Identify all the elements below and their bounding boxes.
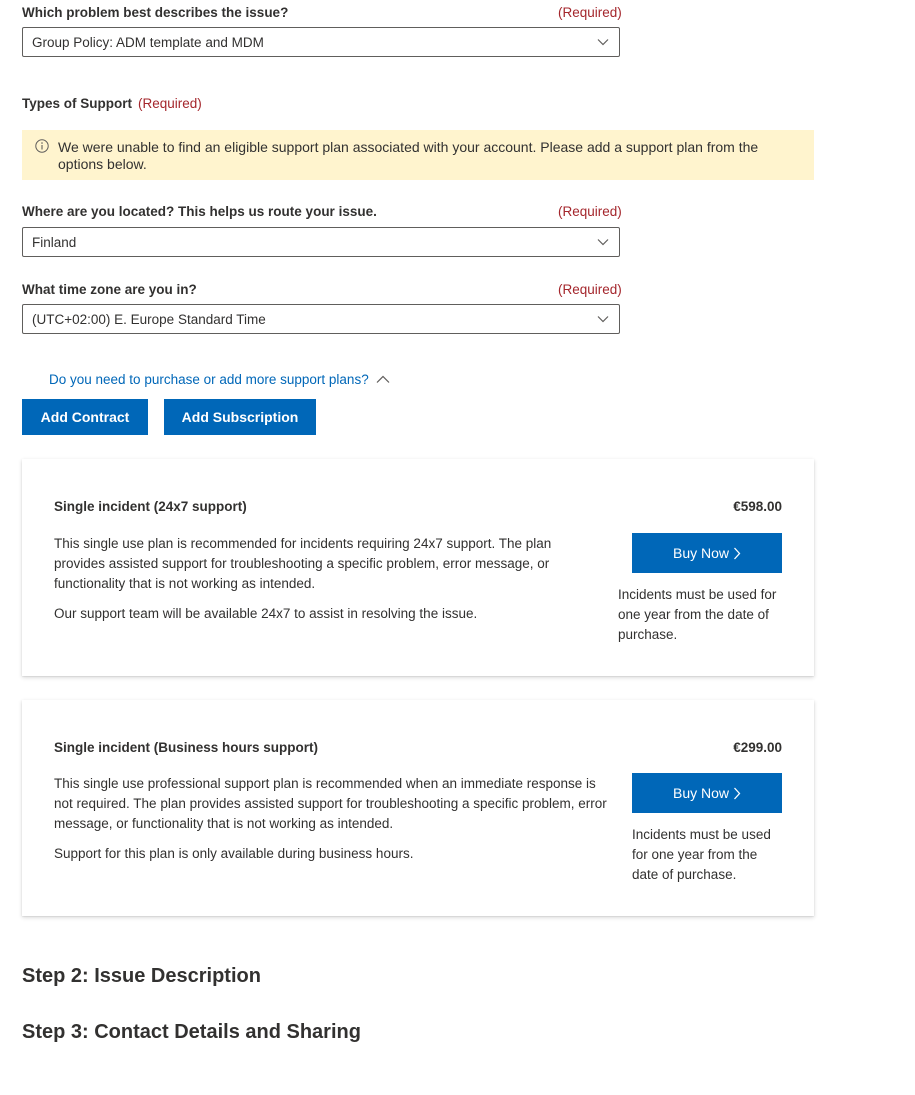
timezone-select[interactable] [22,304,620,334]
plan-availability: Our support team will be available 24x7 to assist in resolving the issue. [54,606,478,621]
buy-now-label: Buy Now [672,785,730,801]
purchase-plans-link[interactable]: Do you need to purchase or add more support plans? [49,372,369,387]
plan-price: €598.00 [733,499,782,514]
step-3-heading[interactable]: Step 3: Contact Details and Sharing [22,1021,361,1043]
problem-label: Which problem best describes the issue? [22,5,289,20]
chevron-right-icon [733,787,741,800]
support-types-label: Types of Support [22,96,132,111]
problem-select[interactable] [22,27,620,57]
plan-title: Single incident (24x7 support) [54,499,247,514]
chevron-down-icon [597,315,609,323]
location-label: Where are you located? This helps us route your issue. [22,204,377,219]
support-types-required: (Required) [138,96,202,111]
buy-now-button[interactable] [632,773,782,813]
location-select[interactable] [22,227,620,257]
problem-required: (Required) [558,5,622,20]
timezone-select-value: (UTC+02:00) E. Europe Standard Time [32,312,266,327]
chevron-down-icon [597,238,609,246]
chevron-down-icon [597,38,609,46]
chevron-right-icon [733,547,741,560]
plan-description: This single use professional support plan is recommended when an immediate response is not required. The plan provides assisted support for troubleshooting a specific problem, error message, or functionality that is not working as intended. [54,776,607,831]
add-subscription-button[interactable]: Add Subscription [164,399,316,435]
plan-note: Incidents must be used for one year from the date of purchase. [618,587,777,642]
plan-description: This single use plan is recommended for incidents requiring 24x7 support. The plan provides assisted support for troubleshooting a specific problem, error message, or functionality that is not working as intended. [54,536,552,591]
info-icon [35,139,49,153]
plan-note: Incidents must be used for one year from the date of purchase. [632,827,771,882]
step-2-heading[interactable]: Step 2: Issue Description [22,965,261,987]
plan-availability: Support for this plan is only available during business hours. [54,846,414,861]
warning-banner [22,130,814,180]
location-required: (Required) [558,204,622,219]
timezone-required: (Required) [558,282,622,297]
timezone-label: What time zone are you in? [22,282,197,297]
buy-now-label: Buy Now [672,545,730,561]
plan-title: Single incident (Business hours support) [54,740,319,755]
purchase-plans-toggle[interactable] [49,372,390,387]
plan-card [22,459,814,676]
warning-message: We were unable to find an eligible support plan associated with your account. Please add a support plan from the options below. [58,139,759,172]
plan-card [22,700,814,916]
chevron-up-icon[interactable] [376,375,390,384]
buy-now-button[interactable] [632,533,782,573]
add-contract-button[interactable]: Add Contract [22,399,148,435]
location-select-value: Finland [32,235,77,250]
plan-price: €299.00 [733,740,782,755]
problem-select-value: Group Policy: ADM template and MDM [32,35,264,50]
